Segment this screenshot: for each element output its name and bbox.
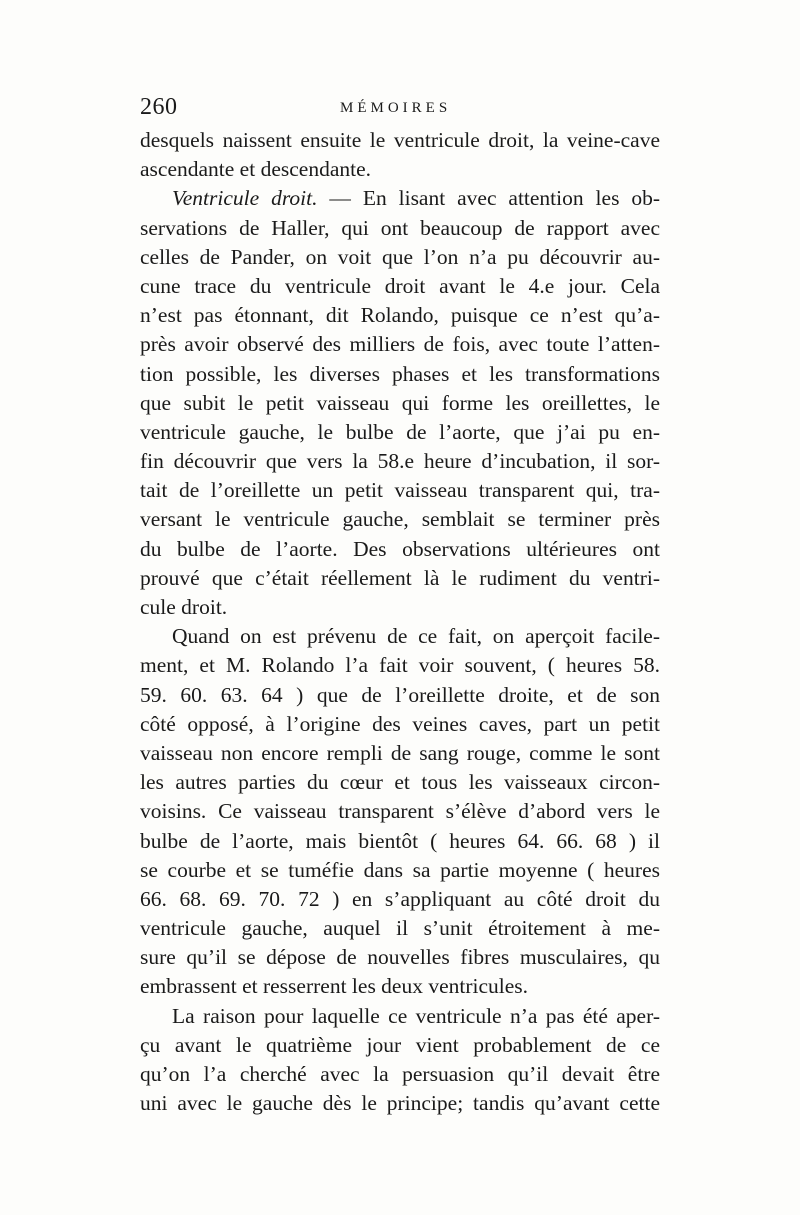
text-line: vaisseau non encore rempli de sang rouge, comme le sont — [140, 740, 660, 765]
text-line: La raison pour laquelle ce ventricule n’a pas été aper- — [172, 1003, 660, 1028]
text-line: ventricule gauche, auquel il s’unit étroitement à me- — [140, 916, 660, 941]
text-line: les autres parties du cœur et tous les vaisseaux circon- — [140, 770, 660, 795]
text-line: sure qu’il se dépose de nouvelles fibres musculaires, qu — [140, 945, 660, 970]
text-line: Quand on est prévenu de ce fait, on aperçoit facile- — [172, 624, 660, 649]
text-line — [140, 184, 660, 213]
text-line: desquels naissent ensuite le ventricule droit, la veine-cave — [140, 128, 660, 152]
text-line: fin découvrir que vers la 58.e heure d’incubation, il sor- — [140, 449, 660, 474]
body-text — [140, 126, 660, 1118]
text-line: qu’on l’a cherché avec la persuasion qu’il devait être — [140, 1062, 660, 1086]
text-line: ment, et M. Rolando l’a fait voir souvent, ( heures 58. — [140, 653, 660, 678]
text-line: que subit le petit vaisseau qui forme les oreillettes, le — [140, 390, 660, 415]
text-line: embrassent et resserrent les deux ventricules. — [140, 974, 529, 999]
text-line: près avoir observé des milliers de fois, avec toute l’atten- — [140, 332, 660, 357]
text-line: ascendante et descendante. — [140, 157, 371, 182]
running-title: MÉMOIRES — [340, 100, 452, 116]
text-line: 66. 68. 69. 70. 72 ) en s’appliquant au côté droit du — [140, 886, 660, 911]
text-line: 59. 60. 63. 64 ) que de l’oreillette droite, et de son — [140, 682, 660, 707]
text-line: uni avec le gauche dès le principe; tandis qu’avant cette — [140, 1091, 660, 1116]
text-line: cune trace du ventricule droit avant le 4.e jour. Cela — [140, 273, 660, 298]
text-line: tion possible, les diverses phases et les transformations — [140, 361, 660, 386]
text-line: n’est pas étonnant, dit Rolando, puisque ce n’est qu’a- — [140, 303, 660, 328]
text-line: voisins. Ce vaisseau transparent s’élève d’abord vers le — [140, 799, 660, 824]
text-line: cule droit. — [140, 595, 228, 619]
text-line: versant le ventricule gauche, semblait se terminer près — [140, 507, 660, 532]
text-line: bulbe de l’aorte, mais bientôt ( heures 64. 66. 68 ) il — [140, 828, 660, 853]
text-line: se courbe et se tuméfie dans sa partie moyenne ( heures — [140, 857, 660, 882]
text-line: côté opposé, à l’origine des veines caves, part un petit — [140, 711, 660, 736]
text-line: celles de Pander, on voit que l’on n’a pu découvrir au- — [140, 244, 660, 269]
running-head — [140, 94, 658, 124]
page-number: 260 — [140, 94, 178, 120]
text-line: tait de l’oreillette un petit vaisseau transparent qui, tra- — [140, 478, 660, 503]
section-heading: Ventricule droit. — [172, 186, 318, 211]
text-line: ventricule gauche, le bulbe de l’aorte, que j’ai pu en- — [140, 419, 660, 444]
text-line-rest: — En lisant avec attention les ob- — [329, 186, 661, 211]
text-line: prouvé que c’était réellement là le rudiment du ventri- — [140, 565, 660, 590]
text-line: çu avant le quatrième jour vient probablement de ce — [140, 1032, 660, 1057]
text-line: servations de Haller, qui ont beaucoup de rapport avec — [140, 215, 660, 240]
text-line: du bulbe de l’aorte. Des observations ultérieures ont — [140, 536, 660, 561]
